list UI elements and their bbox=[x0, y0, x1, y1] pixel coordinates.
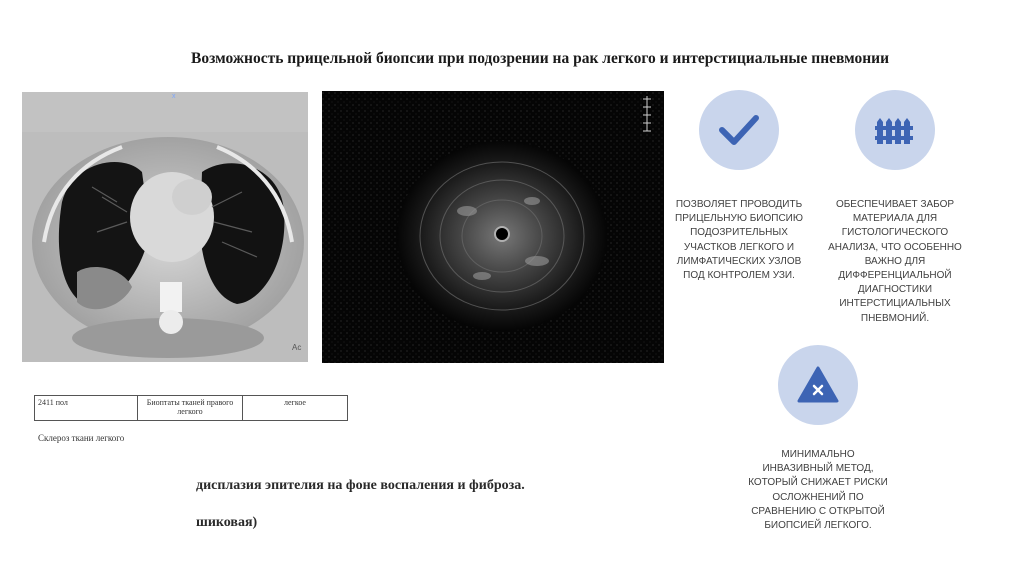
feature-2-icon-circle bbox=[855, 90, 935, 170]
feature-1-icon-circle bbox=[699, 90, 779, 170]
table-cell: 2411 пол bbox=[35, 396, 138, 421]
svg-text:x: x bbox=[172, 93, 176, 100]
ultrasound-image bbox=[322, 91, 664, 363]
table-row bbox=[35, 396, 348, 421]
feature-3-icon-circle bbox=[778, 345, 858, 425]
ct-scan-image bbox=[22, 92, 308, 362]
feature-1-text: ПОЗВОЛЯЕТ ПРОВОДИТЬ ПРИЦЕЛЬНУЮ БИОПСИЮ ПОДОЗРИТЕЛЬНЫХ УЧАСТКОВ ЛЕГКОГО И ЛИМФАТИЧЕСКИХ УЗЛОВ ПОД КОНТРОЛЕМ УЗИ. bbox=[675, 199, 803, 282]
feature-2-text: ОБЕСПЕЧИВАЕТ ЗАБОР МАТЕРИАЛА ДЛЯ ГИСТОЛОГИЧЕСКОГО АНАЛИЗА, ЧТО ОСОБЕННО ВАЖНО ДЛЯ ДИФФЕРЕНЦИАЛЬНОЙ ДИАГНОСТИКИ ИНТЕРСТИЦИАЛЬНЫХ ПНЕВМОНИЙ. bbox=[828, 199, 962, 324]
ct-corner-label: Ac bbox=[292, 343, 302, 352]
warning-triangle-icon bbox=[796, 365, 840, 405]
fence-icon bbox=[875, 114, 915, 146]
table-cell: Биоптаты тканей правого легкого bbox=[138, 396, 243, 421]
feature-3-text: МИНИМАЛЬНО ИНВАЗИВНЫЙ МЕТОД, КОТОРЫЙ СНИЖАЕТ РИСКИ ОСЛОЖНЕНИЙ ПО СРАВНЕНИЮ С ОТКРЫТОЙ БИОПСИЕЙ ЛЕГКОГО. bbox=[748, 449, 888, 532]
pathology-diagnosis: дисплазия эпителия на фоне воспаления и фиброза. bbox=[196, 478, 525, 493]
checkmark-icon bbox=[717, 112, 761, 148]
pathology-diagnosis-continued: шиковая) bbox=[196, 515, 258, 530]
slide-title: Возможность прицельной биопсии при подозрении на рак легкого и интерстициальные пневмонии bbox=[191, 50, 889, 67]
table-cell: легкое bbox=[243, 396, 348, 421]
pathology-conclusion: Склероз ткани легкого bbox=[38, 433, 125, 443]
pathology-table bbox=[34, 395, 348, 421]
